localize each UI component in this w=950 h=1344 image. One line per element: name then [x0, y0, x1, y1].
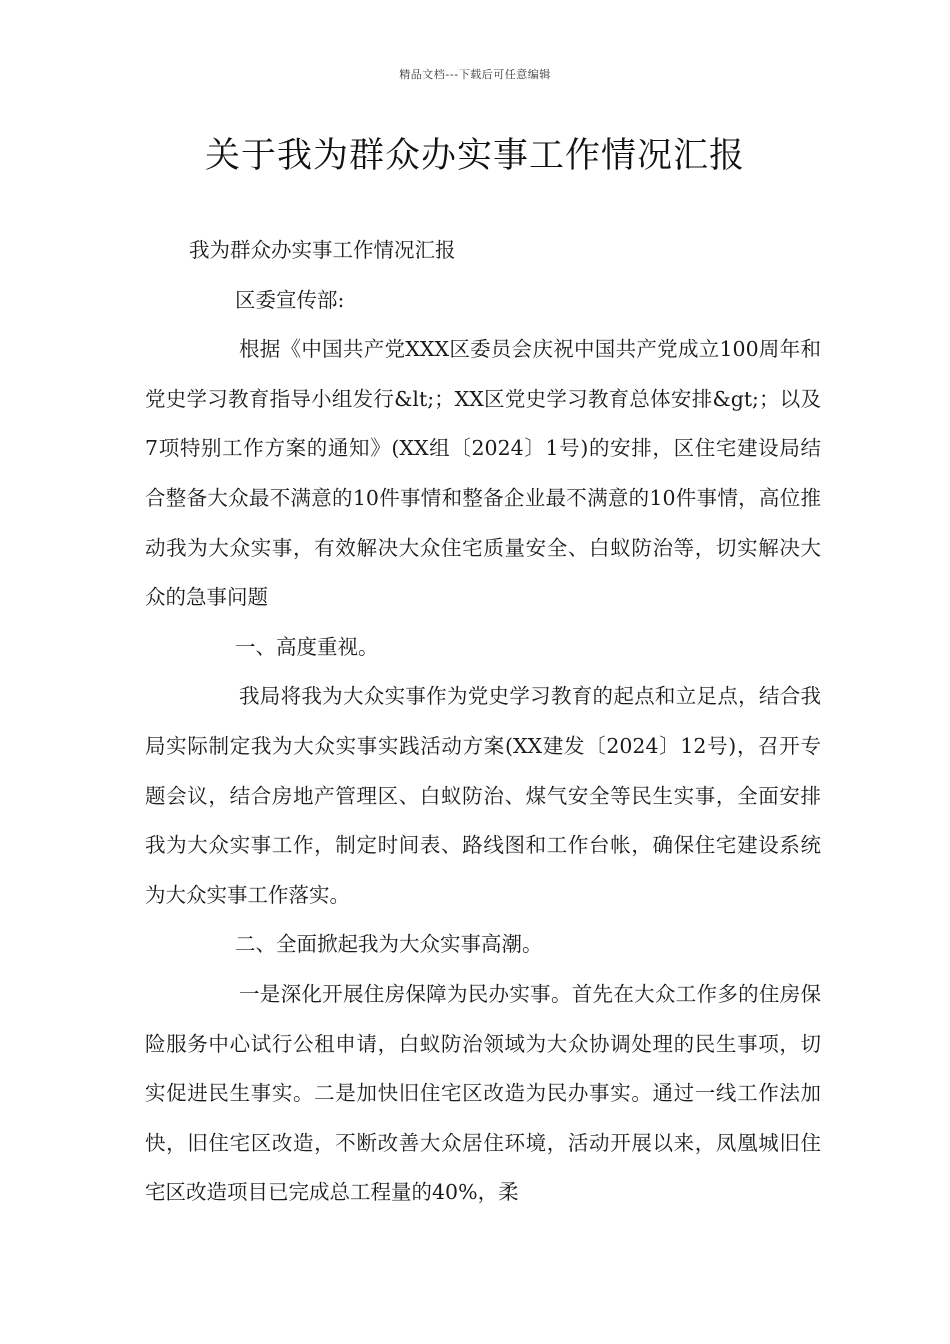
section-heading-1: 一、高度重视。 [235, 634, 379, 659]
header-note: 精品文档---下载后可任意编辑 [399, 68, 551, 81]
paragraph-intro: 根据《中国共产党XXX区委员会庆祝中国共产党成立100周年和党史学习教育指导小组发行&lt;；XX区党史学习教育总体安排&gt;；以及7项特别工作方案的通知》(XX组〔2024〕1号)的安排，区住宅建设局结合整备大众最不满意的10件事情和整备企业最不满意的10件事情，高位推动我为大众实事，有效解决大众住宅质量安全、白蚁防治等，切实解决大众的急事问题 [145, 337, 821, 610]
section-heading-2: 二、全面掀起我为大众实事高潮。 [235, 932, 543, 957]
salutation: 区委宣传部: [235, 287, 345, 312]
document-body [145, 226, 821, 1218]
paragraph-section-2: 一是深化开展住房保障为民办实事。首先在大众工作多的住房保险服务中心试行公租申请，白蚁防治领域为大众协调处理的民生事项，切实促进民生事实。二是加快旧住宅区改造为民办事实。通过一线工作法加快，旧住宅区改造，不断改善大众居住环境，活动开展以来，凤凰城旧住宅区改造项目已完成总工程量的40%，柔 [145, 981, 821, 1205]
paragraph-section-1: 我局将我为大众实事作为党史学习教育的起点和立足点，结合我局实际制定我为大众实事实践活动方案(XX建发〔2024〕12号)，召开专题会议，结合房地产管理区、白蚁防治、煤气安全等民生实事，全面安排我为大众实事工作，制定时间表、路线图和工作台帐，确保住宅建设系统为大众实事工作落实。 [145, 684, 821, 907]
document-title: 关于我为群众办实事工作情况汇报 [204, 136, 745, 176]
document-subtitle: 我为群众办实事工作情况汇报 [189, 238, 456, 262]
